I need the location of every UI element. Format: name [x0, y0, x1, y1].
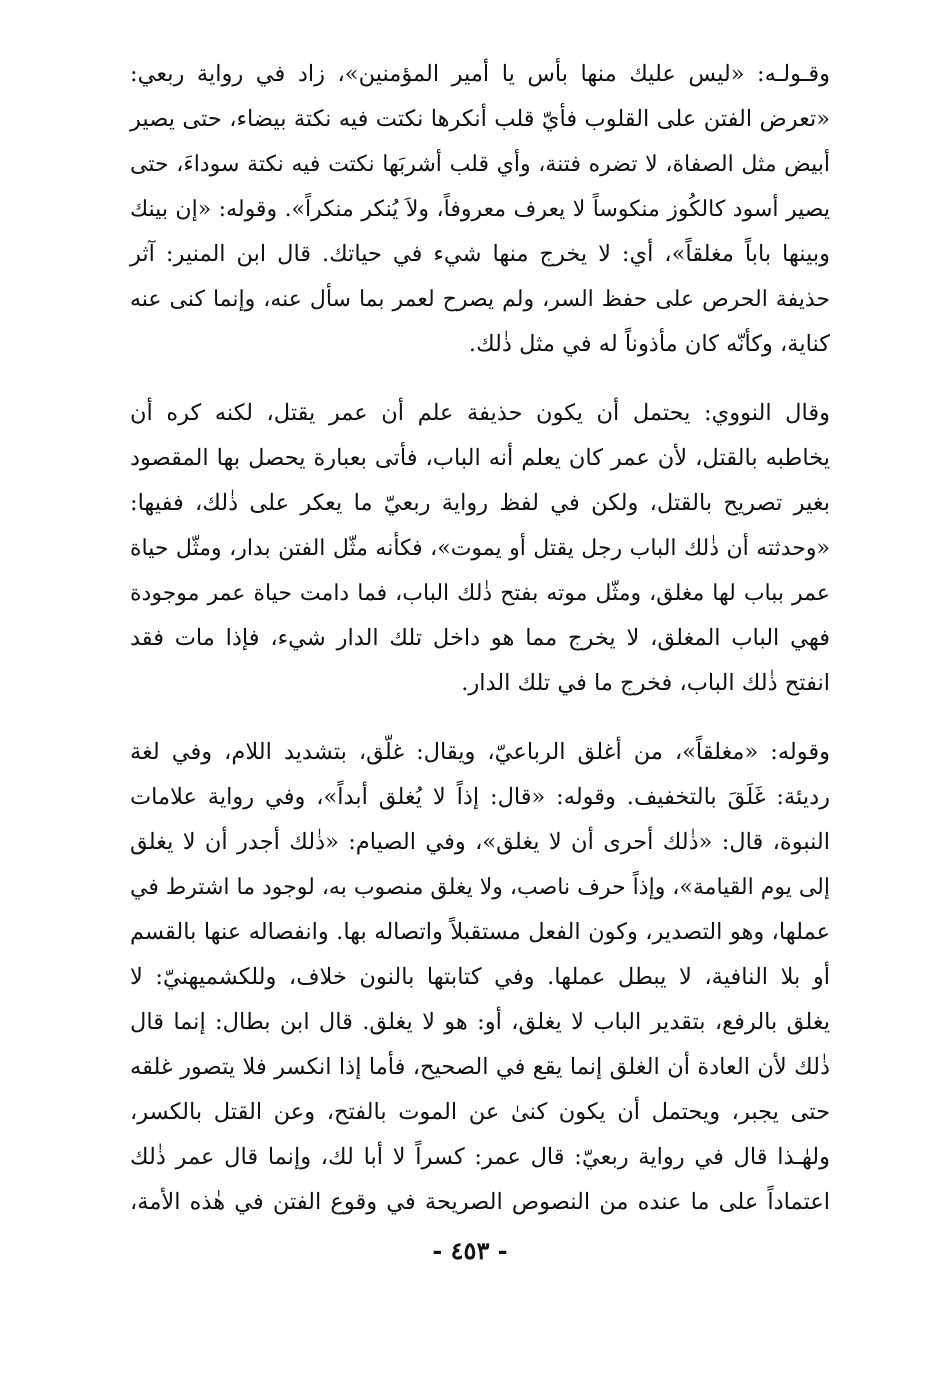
paragraph-1: [130, 52, 830, 367]
text-line: وقال النووي: يحتمل أن يكون حذيفة علم أن عمر يقتل، لكنه كره أن: [130, 400, 830, 426]
text-line: بغير تصريح بالقتل، ولكن في لفظ رواية ربعيّ ما يعكر على ذٰلك، ففيها:: [130, 490, 830, 516]
text-line: ولهٰـذا قال في رواية ربعيّ: قال عمر: كسراً لا أبا لك، وإنما قال عمر ذٰلك: [130, 1144, 830, 1170]
text-line: وقـولـه: «ليس عليك منها بأس يا أمير المؤمنين»، زاد في رواية ربعي:: [130, 61, 830, 87]
text-line: يغلق بالرفع، بتقدير الباب لا يغلق، أو: هو لا يغلق. قال ابن بطال: إنما قال: [130, 1009, 830, 1035]
text-line: فهي الباب المغلق، لا يخرج مما هو داخل تلك الدار شيء، فإذا مات فقد: [130, 625, 830, 651]
text-line: عملها، وهو التصدير، وكون الفعل مستقبلاً واتصاله بها. وانفصاله عنها بالقسم: [130, 919, 830, 945]
text-line: يخاطبه بالقتل، لأن عمر كان يعلم أنه الباب، فأتى بعبارة يحصل بها المقصود: [130, 445, 830, 471]
text-line: وبينها باباً مغلقاً»، أي: لا يخرج منها شيء في حياتك. قال ابن المنير: آثر: [130, 241, 830, 267]
text-line: يصير أسود كالكُوز منكوساً لا يعرف معروفاً، ولاَ يُنكر منكراً». وقوله: «إن بينك: [130, 197, 830, 222]
paragraph-spacer: [130, 706, 830, 730]
page-number: - ٤٥٣ -: [432, 1236, 508, 1265]
text-line: رديئة: غَلَقَ بالتخفيف. وقوله: «قال: إذاً لا يُغلق أبداً»، وفي رواية علامات: [130, 784, 830, 810]
text-line: حذيفة الحرص على حفظ السر، ولم يصرح لعمر بما سأل عنه، وإنما كنى عنه: [130, 287, 830, 312]
text-line: النبوة، قال: «ذٰلك أحرى أن لا يغلق»، وفي الصيام: «ذٰلك أجدر أن لا يغلق: [130, 829, 830, 855]
text-line: انفتح ذٰلك الباب، فخرج ما في تلك الدار.: [461, 670, 830, 696]
text-line: «وحدثته أن ذٰلك الباب رجل يقتل أو يموت»، فكأنه مثّل الفتن بدار، ومثّل حياة: [130, 536, 830, 561]
text-line: اعتماداً على ما عنده من النصوص الصريحة في وقوع الفتن في هٰذه الأمة،: [130, 1189, 830, 1215]
paragraph-3: [130, 730, 830, 1225]
text-line: عمر بباب لها مغلق، ومثّل موته بفتح ذٰلك الباب، فما دامت حياة عمر موجودة: [130, 581, 830, 606]
text-line: أو بلا النافية، لا يبطل عملها. وفي كتابتها بالنون خلاف، وللكشميهنيّ: لا: [130, 964, 830, 990]
text-line: أبيض مثل الصفاة، لا تضره فتنة، وأي قلب أشربَها نكتت فيه نكتة سوداءَ، حتى: [130, 152, 830, 177]
text-line: إلى يوم القيامة»، وإذاً حرف ناصب، ولا يغلق منصوب به، لوجود ما اشترط في: [130, 875, 830, 900]
text-line: وقوله: «مغلقاً»، من أغلق الرباعيّ، ويقال: غلّق، بتشديد اللام، وفي لغة: [130, 739, 830, 765]
text-line: حتى يجبر، ويحتمل أن يكون كنىٰ عن الموت بالفتح، وعن القتل بالكسر،: [130, 1099, 830, 1125]
text-line: ذٰلك لأن العادة أن الغلق إنما يقع في الصحيح، فأما إذا انكسر فلا يتصور غلقه: [130, 1054, 830, 1080]
paragraph-spacer: [130, 367, 830, 391]
text-line: «تعرض الفتن على القلوب فأيّ قلب أنكرها نكتت فيه نكتة بيضاء، حتى يصير: [130, 106, 830, 132]
text-line: كناية، وكأنّه كان مأذوناً له في مثل ذٰلك.: [468, 331, 830, 357]
page-body: [130, 52, 830, 1225]
paragraph-2: [130, 391, 830, 706]
